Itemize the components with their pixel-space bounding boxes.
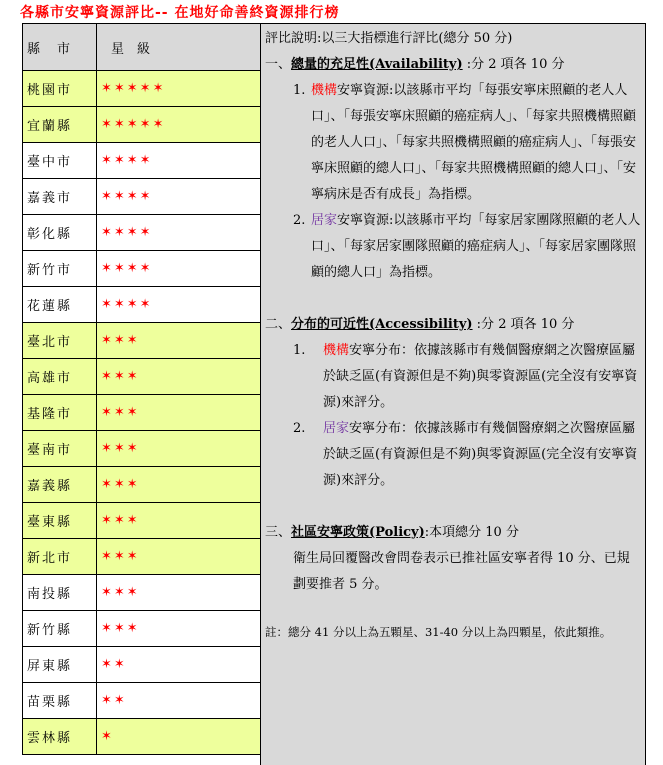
table-row xyxy=(23,107,272,143)
star-rating xyxy=(97,683,272,719)
table-row xyxy=(23,683,272,719)
star-icons: ✶✶✶✶ xyxy=(101,261,153,276)
star-rating xyxy=(97,611,272,647)
table-row xyxy=(23,143,272,179)
star-rating xyxy=(97,431,272,467)
item-text: 安寧分布：依據該縣市有幾個醫療網之次醫療區屬於缺乏區(有資源但是不夠)與零資源區(完全沒有安寧資源)來評分。 xyxy=(323,343,638,410)
table-row xyxy=(23,251,272,287)
county-name: 彰化縣 xyxy=(23,215,97,251)
star-icons: ✶✶✶ xyxy=(101,333,140,348)
column-header-rating: 星 級 xyxy=(97,24,272,71)
county-name: 新北市 xyxy=(23,539,97,575)
star-rating xyxy=(97,323,272,359)
star-icons: ✶ xyxy=(101,729,114,744)
table-row xyxy=(23,575,272,611)
county-name: 臺北市 xyxy=(23,323,97,359)
section-number: 一、 xyxy=(265,57,292,72)
section-heading: 分布的可近性(Accessibility) xyxy=(291,317,473,332)
county-name: 屏東縣 xyxy=(23,647,97,683)
county-name: 新竹市 xyxy=(23,251,97,287)
star-rating xyxy=(97,647,272,683)
criteria-intro: 評比說明:以三大指標進行評比(總分 50 分) xyxy=(265,31,513,46)
table-row xyxy=(23,359,272,395)
star-icons: ✶✶✶ xyxy=(101,549,140,564)
availability-item-home xyxy=(265,208,641,286)
star-icons: ✶✶✶✶ xyxy=(101,153,153,168)
item-keyword: 機構 xyxy=(311,83,338,98)
star-rating xyxy=(97,107,272,143)
county-name: 臺南市 xyxy=(23,431,97,467)
star-icons: ✶✶✶ xyxy=(101,621,140,636)
section-score: :分 2 項各 10 分 xyxy=(472,317,575,332)
star-icons: ✶✶✶✶✶ xyxy=(101,117,166,132)
criteria-panel xyxy=(260,23,646,765)
county-name: 花蓮縣 xyxy=(23,287,97,323)
section-score: :本項總分 10 分 xyxy=(424,525,519,540)
star-icons: ✶✶✶ xyxy=(101,477,140,492)
table-row xyxy=(23,323,272,359)
section-heading: 社區安寧政策(Policy) xyxy=(291,525,425,540)
star-rating xyxy=(97,359,272,395)
section-accessibility xyxy=(265,312,641,338)
accessibility-item-institution xyxy=(265,338,641,416)
star-icons: ✶✶✶ xyxy=(101,585,140,600)
section-heading: 總量的充足性(Availability) xyxy=(291,57,463,72)
section-number: 三、 xyxy=(265,525,292,540)
section-policy xyxy=(265,520,641,546)
table-row xyxy=(23,719,272,755)
star-rating xyxy=(97,287,272,323)
table-row xyxy=(23,503,272,539)
table-row xyxy=(23,467,272,503)
county-name: 嘉義市 xyxy=(23,179,97,215)
item-text: 安寧資源:以該縣市平均「每張安寧床照顧的老人人口」、「每張安寧床照顧的癌症病人」、「每家共照機構照顧的老人人口」、「每家共照機構照顧的癌症病人」、「每張安寧床照顧的總人口」、「每家共照機構照顧的總人口」、「安寧病床是否有成長」為指標。 xyxy=(311,83,637,202)
star-icons: ✶✶✶ xyxy=(101,441,140,456)
table-row xyxy=(23,71,272,107)
table-row xyxy=(23,647,272,683)
star-rating xyxy=(97,251,272,287)
table-row xyxy=(23,179,272,215)
item-keyword: 居家 xyxy=(311,213,338,228)
star-icons: ✶✶✶✶ xyxy=(101,225,153,240)
county-name: 南投縣 xyxy=(23,575,97,611)
star-icons: ✶✶ xyxy=(101,657,127,672)
item-number: 1. xyxy=(293,83,306,98)
page-title: 各縣市安寧資源評比-- 在地好命善終資源排行榜 xyxy=(20,5,340,21)
county-name: 桃園市 xyxy=(23,71,97,107)
county-name: 高雄市 xyxy=(23,359,97,395)
item-text: 安寧分布：依據該縣市有幾個醫療網之次醫療區屬於缺乏區(有資源但是不夠)與零資源區(完全沒有安寧資源)來評分。 xyxy=(323,421,638,488)
star-icons: ✶✶✶✶✶ xyxy=(101,81,166,96)
table-row xyxy=(23,539,272,575)
item-number: 1. xyxy=(293,343,306,358)
star-rating xyxy=(97,395,272,431)
star-icons: ✶✶✶✶ xyxy=(101,189,153,204)
star-rating xyxy=(97,467,272,503)
accessibility-item-home xyxy=(265,416,641,494)
ranking-table xyxy=(22,23,272,755)
star-rating xyxy=(97,179,272,215)
star-icons: ✶✶✶ xyxy=(101,369,140,384)
table-row xyxy=(23,431,272,467)
availability-item-institution xyxy=(265,78,641,208)
column-header-county: 縣 市 xyxy=(23,24,97,71)
star-rating xyxy=(97,719,272,755)
section-score: :分 2 項各 10 分 xyxy=(462,57,565,72)
county-name: 宜蘭縣 xyxy=(23,107,97,143)
table-row xyxy=(23,215,272,251)
star-rating xyxy=(97,71,272,107)
item-keyword: 機構 xyxy=(323,343,350,358)
table-row xyxy=(23,395,272,431)
county-name: 基隆市 xyxy=(23,395,97,431)
table-header-row xyxy=(23,24,272,71)
star-icons: ✶✶✶ xyxy=(101,513,140,528)
table-row xyxy=(23,287,272,323)
section-availability xyxy=(265,52,641,78)
item-number: 2. xyxy=(293,421,306,436)
item-keyword: 居家 xyxy=(323,421,350,436)
item-number: 2. xyxy=(293,213,306,228)
county-name: 苗栗縣 xyxy=(23,683,97,719)
county-name: 新竹縣 xyxy=(23,611,97,647)
section-number: 二、 xyxy=(265,317,292,332)
item-text: 安寧資源:以該縣市平均「每家居家團隊照顧的老人人口」、「每家居家團隊照顧的癌症病人」、「每家居家團隊照顧的總人口」為指標。 xyxy=(311,213,641,280)
footnote: 註：總分 41 分以上為五顆星、31-40 分以上為四顆星，依此類推。 xyxy=(265,625,612,639)
county-name: 嘉義縣 xyxy=(23,467,97,503)
table-row xyxy=(23,611,272,647)
star-icons: ✶✶✶ xyxy=(101,405,140,420)
star-rating xyxy=(97,539,272,575)
county-name: 臺東縣 xyxy=(23,503,97,539)
star-rating xyxy=(97,575,272,611)
star-rating xyxy=(97,503,272,539)
policy-description: 衛生局回覆醫改會問卷表示已推社區安寧者得 10 分、已規劃要推者 5 分。 xyxy=(293,551,630,592)
star-icons: ✶✶ xyxy=(101,693,127,708)
star-rating xyxy=(97,143,272,179)
county-name: 臺中市 xyxy=(23,143,97,179)
star-rating xyxy=(97,215,272,251)
star-icons: ✶✶✶✶ xyxy=(101,297,153,312)
county-name: 雲林縣 xyxy=(23,719,97,755)
